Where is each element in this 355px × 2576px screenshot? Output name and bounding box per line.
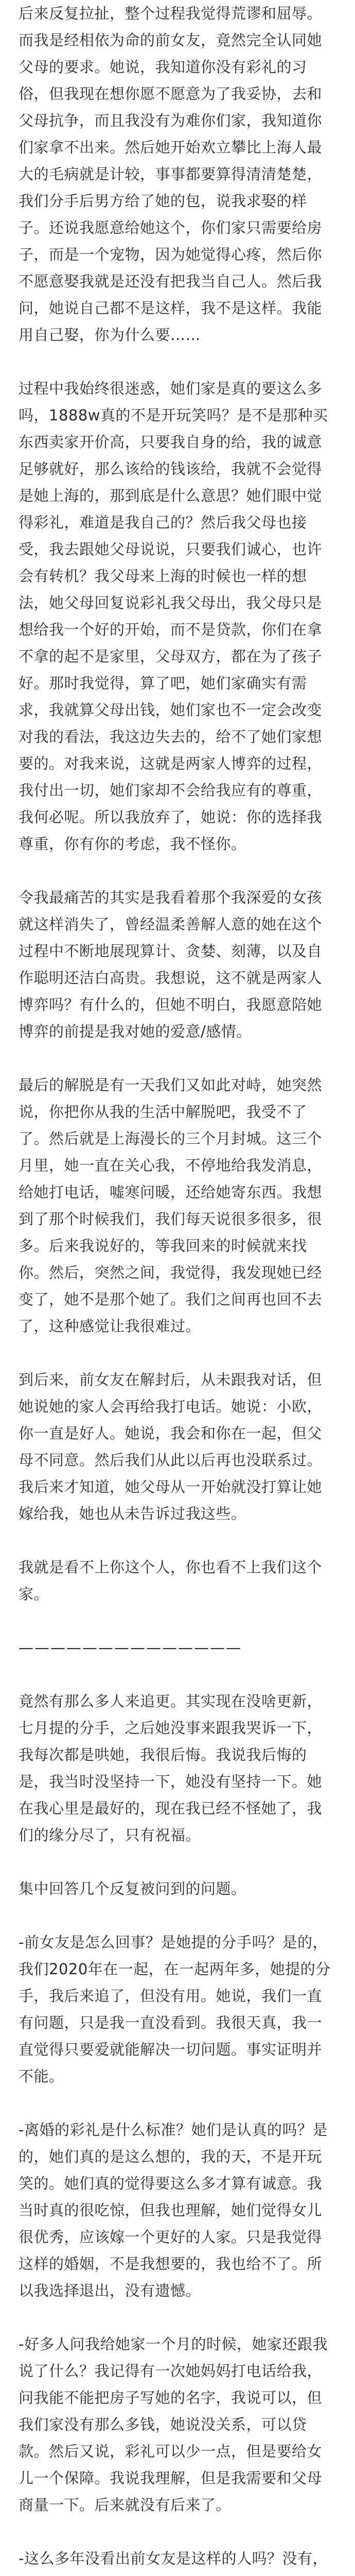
paragraph-1: 后来反复拉扯，整个过程我觉得荒谬和屈辱。而我是经相依为命的前女友，竟然完全认同她父母的要求。她说，我知道你没有彩礼的习俗，但我现在想你愿不愿意为了我妥协，去和父母抗争，而且我没有为难你们家，我知道你们家拿不出来。然后她开始欢立攀比上海人最大的毛病就是计较，事事都要算得清清楚楚，我们分手后男方给了她的包，说我求娶的样子。还说我愿意给她这个，你们家只需要给房子，而是一个宠物，因为她觉得心疼，然后你不愿意娶我就是还没有把我当自己人。然后我问，她说自己都不是这样，我不是这样。我能用自己娶，你为什么要…… — [19, 5, 323, 344]
qa-paragraph-2: -离婚的彩礼是什么标准？她们是认真的吗？是的，她们真的是这么想的，我的天，不是开玩笑的。她们真的觉得要这么多才算有诚意。我当时真的很吃惊，但我也理解，她们觉得女儿很优秀，应该嫁一个更好的人家。只是我觉得这样的婚姻，不是我想要的，我也给不了。所以我选择退出，没有遗憾。 — [19, 2121, 328, 2299]
paragraph-5: 到后来，前女友在解封后，从未跟我对话，但她说她的家人会再给我打电话。她说：小欧，你一直是好人。她说，我会和你在一起，但父母不同意。然后我们从此以后再也没联系过。我后来才知道，她父母从一开始就没打算让她嫁给我，她也从未告诉过我这些。 — [19, 1371, 323, 1522]
paragraph-4: 最后的解脱是有一天我们又如此对峙，她突然说，你把你从我的生活中解脱吧，我受不了了。然后就是上海漫长的三个月封城。这三个月里，她一直在关心我，不停地给我发消息，给她打电话，嘘寒问暖，还给她寄东西。我想到了那个时候我们，我们每天说很多很多，很多。后来我说好的，等我回来的时候就来找你。然后，突然之间，我觉得，我发现她已经变了，她不是那个她了。我们之间再也回不去了，这种感觉让我很难过。 — [19, 1076, 323, 1335]
qa-paragraph-4: -这么多年没看出前女友是这样的人吗？没有， — [19, 2550, 328, 2567]
paragraph-2: 过程中我始终很迷惑，她们家是真的要这么多吗，1888w真的不是开玩笑吗？是不是那种买东西卖家开价高，只要我自身的给，我的诚意足够就好，那么该给的钱该给，我就不会觉得是她上海的，那到底是什么意思？她们眼中觉得彩礼，难道是我自己的？然后我父母也接受，我去跟她父母说说，只要我们诚心，也许会有转机？我父母来上海的时候也一样的想法，她父母回复说彩礼我父母出，我父母只是想给我一个好的开始，而不是贷款，你们在拿不拿的起不是家里，父母双方，都在为了孩子好。那时我觉得，算了吧，她们家确实有需求，我就算父母出钱，她们家也不一定会改变对我的看法，我这边失去的，给不了她们家想要的。对我来说，这就是两家人博弈的过程，我付出一切，她们家却不会给我应有的尊重，我何必呢。所以我放弃了，她说：你的选择我尊重，你有你的考虑，我不怪你。 — [19, 380, 328, 853]
qa-paragraph-3: -好多人问我给她家一个月的时候，她家还跟我说了什么？我记得有一次她妈妈打电话给我，问我能不能把房子写她的名字，我说可以，但我们家没有那么多钱，她说没关系，可以贷款。然后又说，彩礼可以少一点，但是要给女儿一个保障。我说我理解，但是我需要和父母商量一下。后来就没有后来了。 — [19, 2335, 328, 2514]
qa-paragraph-1: -前女友是怎么回事？是她提的分手吗？是的，我们2020年在一起，在一起两年多，她提的分手，我后来追了，但没有用。她说，我们一直有问题，只是我一直没看到。我很天真，我一直觉得只要爱就能解决一切问题。事实证明并不能。 — [19, 1934, 331, 2085]
update-paragraph-1: 竟然有那么多人来追更。其实现在没啥更新，七月提的分手，之后她没事来跟我哭诉一下，我每次都是哄她，我很后悔。我说我后悔的是，我当时没坚持一下，她没有坚持一下。她在我心里是最好的，现在我已经不怪她了，我们的缘分尽了，只有祝福。 — [19, 1692, 323, 1844]
paragraph-6: 我就是看不上你这个人，你也看不上我们这个家。 — [19, 1558, 323, 1603]
update-paragraph-2: 集中回答几个反复被问到的问题。 — [19, 1880, 246, 1897]
divider: —————————————— — [19, 1639, 242, 1656]
paragraph-3: 令我最痛苦的其实是我看着那个我深爱的女孩就这样消失了，曾经温柔善解人意的她在这个过程中不断地展现算计、贪婪、刻薄，以及自作聪明还洁白高贵。我想说，这不就是两家人博弈吗？有什么的，但她不明白，我愿意陪她博弈的前提是我对她的爱意/感情。 — [19, 889, 323, 1040]
